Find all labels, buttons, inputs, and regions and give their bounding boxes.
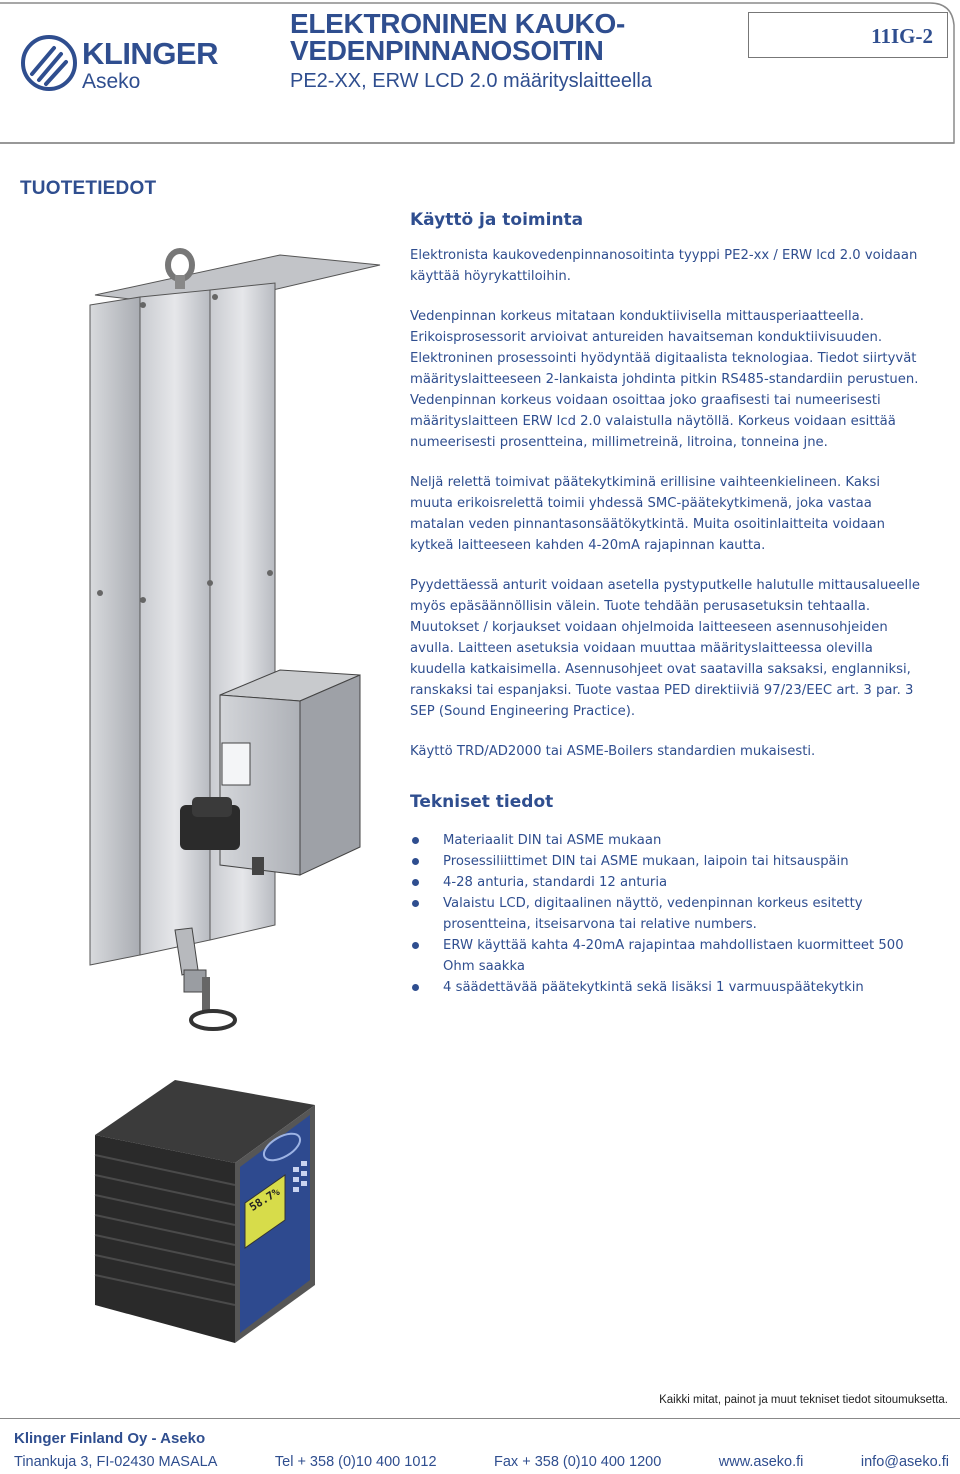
- kaytto-paragraph-4: Pyydettäessä anturit voidaan asetella pystyputkelle halutulle mittausalueelle myös epäsäännöllisin välein. Tuote tehdään perusasetuksin tehtaalla. Muutokset / korjaukset voidaan ohjelmoida laitteeseen asennusohjeiden avulla. Laitteen asetuksia voidaan muuttaa määrityslaitteessa olevilla kuudella katkaisimella. Asennusohjeet ovat saatavilla saksaksi, englanniksi, ranskaksi tai espanjaksi. Tuote vastaa PED direktiiviä 97/23/EEC art. 3 par. 3 SEP (Sound Engineering Practice).: [410, 578, 920, 719]
- doc-code: 11IG-2: [871, 24, 933, 48]
- doc-code-box: [748, 12, 948, 58]
- kaytto-paragraph-3: Neljä relettä toimivat päätekytkiminä erillisine vaihteenkielineen. Kaksi muuta erikoisrelettä toimii yhdessä SMC-päätekytkimenä, joka vastaa matalan veden pinnantasonsäätökytkintä. Muita osoitinlaitteita voidaan kytkeä laitteeseen kahden 4-20mA rajapinnan kautta.: [410, 475, 885, 553]
- list-item-text: ERW käyttää kahta 4-20mA rajapintaa mahdollistaen kuormitteet 500 Ohm saakka: [443, 938, 904, 974]
- controller-lcd-value: 58.7%: [247, 1185, 283, 1214]
- list-item: [410, 893, 920, 935]
- footer-tel: Tel + 358 (0)10 400 1012: [274, 1454, 437, 1470]
- bullet-icon: [412, 942, 419, 949]
- klinger-logo: [20, 32, 255, 94]
- disclaimer: Kaikki mitat, painot ja muut tekniset tiedot sitoumuksetta.: [659, 1394, 948, 1406]
- kaytto-paragraph-5: Käyttö TRD/AD2000 tai ASME-Boilers standardien mukaisesti.: [410, 744, 816, 759]
- bullet-icon: [412, 837, 419, 844]
- logo-word: KLINGER: [82, 36, 218, 71]
- section-label: TUOTETIEDOT: [20, 178, 157, 199]
- list-item: [410, 872, 920, 893]
- bullet-icon: [412, 984, 419, 991]
- list-item-text: 4-28 anturia, standardi 12 anturia: [443, 875, 668, 890]
- document-title: [290, 10, 730, 93]
- footer-email-link[interactable]: info@aseko.fi: [860, 1454, 949, 1470]
- list-item-text: Materiaalit DIN tai ASME mukaan: [443, 833, 662, 848]
- erw-lcd-controller-illustration: [85, 1075, 365, 1360]
- list-item: [410, 830, 920, 851]
- list-item-text: Prosessiliittimet DIN tai ASME mukaan, laipoin tai hitsauspäin: [443, 854, 849, 869]
- footer-divider: [0, 1418, 960, 1419]
- list-item: [410, 851, 920, 872]
- list-item-text: Valaistu LCD, digitaalinen näyttö, vedenpinnan korkeus esitetty prosentteina, itseisarvona tai relative numbers.: [443, 896, 863, 932]
- klinger-emblem-icon: [20, 34, 78, 92]
- tekniset-list: [410, 830, 920, 998]
- footer-web-link[interactable]: www.aseko.fi: [718, 1454, 804, 1470]
- tekniset-heading: Tekniset tiedot: [410, 792, 554, 812]
- list-item: [410, 935, 920, 977]
- kaytto-heading: Käyttö ja toiminta: [410, 210, 584, 230]
- bullet-icon: [412, 858, 419, 865]
- main-content: [410, 210, 920, 998]
- kaytto-paragraph-2: Vedenpinnan korkeus mitataan konduktiivisella mittausperiaatteella. Erikoisprosessorit arvioivat antureiden havaitseman konduktiivisuuden. Elektroninen prosessointi hyödyntää digitaalista teknologiaa. Tiedot siirtyvät määrityslaitteeseen 2-lankaista johdinta pitkin RS485-standardiin perustuen. Vedenpinnan korkeus voidaan osoittaa joko graafisesti tai numeerisesti määrityslaitteen ERW lcd 2.0 valaistulla näytöllä. Korkeus voidaan esittää numeerisesti prosentteina, millimetreinä, litroina, tonneina jne.: [410, 309, 919, 450]
- footer-contact-row: [14, 1454, 949, 1470]
- title-line-1: ELEKTRONINEN KAUKO-: [290, 8, 625, 39]
- list-item-text: 4 säädettävää päätekytkintä sekä lisäksi 1 varmuuspäätekytkin: [443, 980, 864, 995]
- kaytto-paragraph-1: Elektronista kaukovedenpinnanosoitinta tyyppi PE2-xx / ERW lcd 2.0 voidaan käyttää höyrykattiloihin.: [410, 248, 918, 284]
- footer-fax: Fax + 358 (0)10 400 1200: [494, 1454, 662, 1470]
- bullet-icon: [412, 879, 419, 886]
- document-subtitle: PE2-XX, ERW LCD 2.0 määrityslaitteella: [290, 70, 652, 92]
- title-line-2: VEDENPINNANOSOITIN: [290, 35, 604, 66]
- footer-address: Tinankuja 3, FI-02430 MASALA: [14, 1454, 218, 1470]
- company-name: Klinger Finland Oy - Aseko: [14, 1430, 206, 1447]
- water-level-gauge-illustration: [80, 235, 390, 1035]
- bullet-icon: [412, 900, 419, 907]
- list-item: [410, 977, 920, 998]
- logo-sub: Aseko: [82, 70, 141, 93]
